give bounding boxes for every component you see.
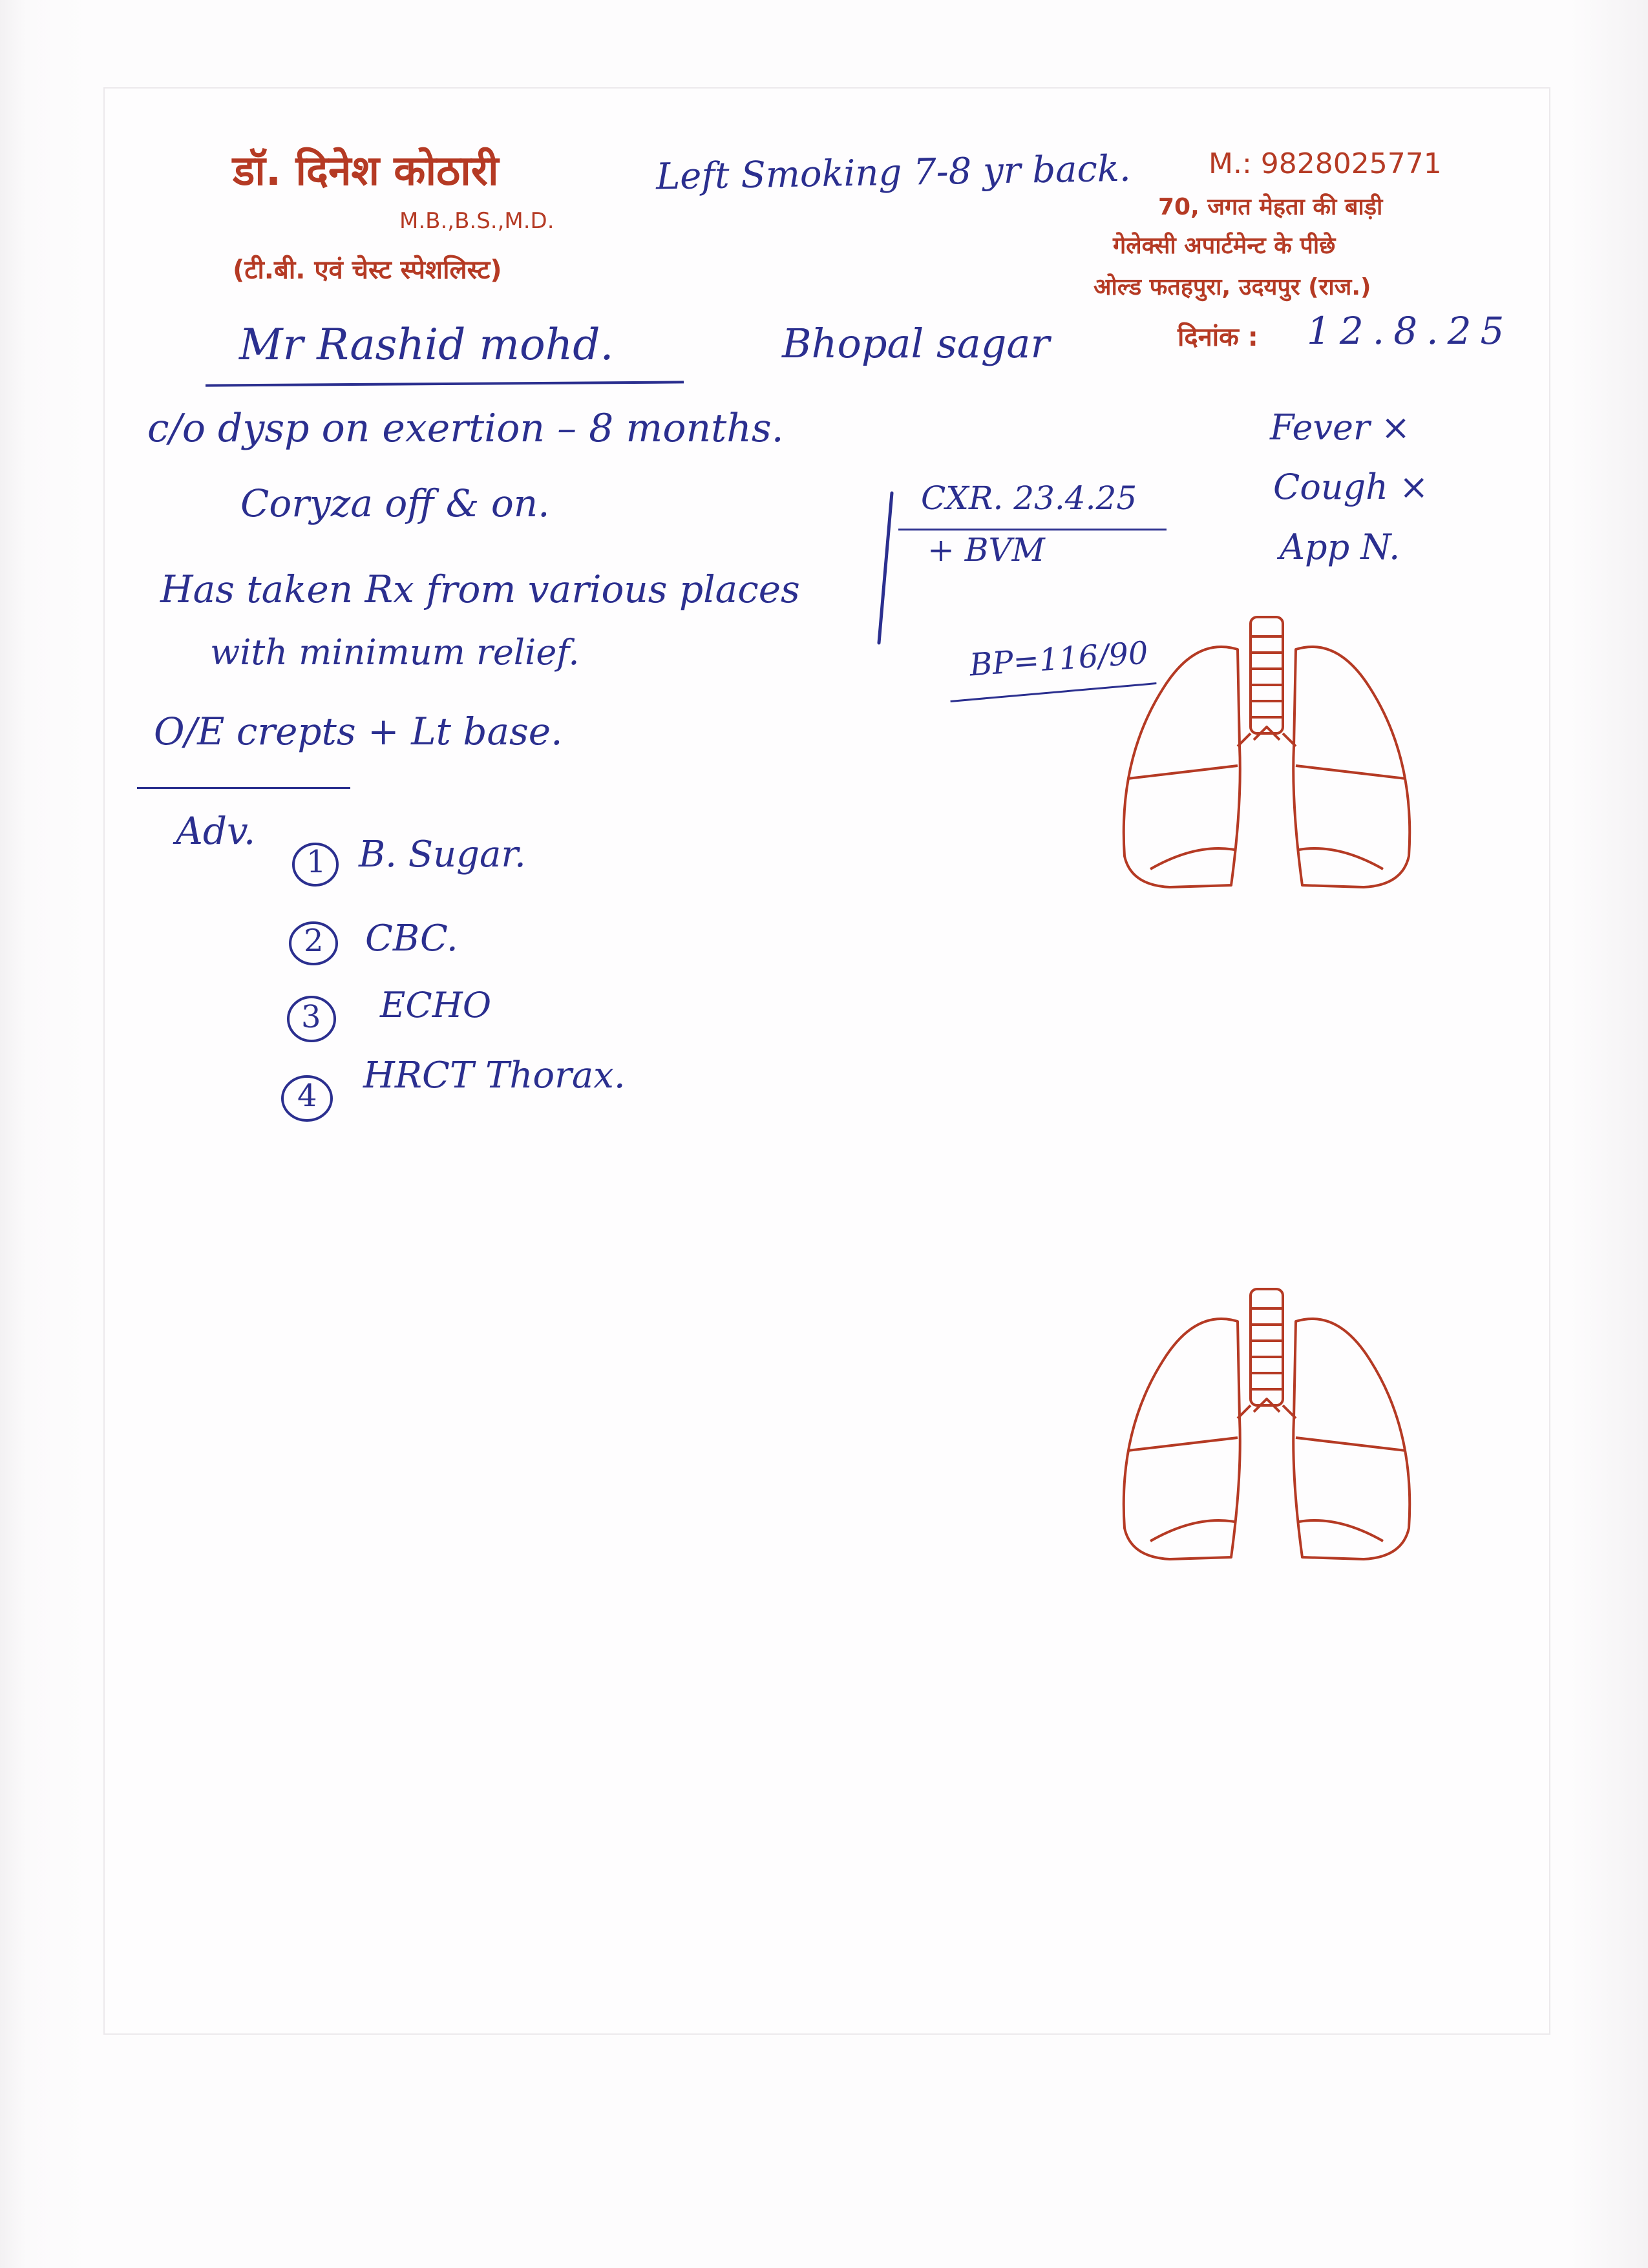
advice-item-1: B. Sugar. — [359, 834, 526, 876]
negative-finding-1: Fever × — [1270, 407, 1411, 448]
patient-name: Mr Rashid mohd. — [239, 320, 614, 370]
investigation-divider — [898, 529, 1167, 530]
negative-finding-3: App N. — [1280, 527, 1400, 567]
blood-pressure: BP=116/90 — [968, 635, 1150, 684]
advice-label: Adv. — [176, 809, 256, 853]
mobile-number: M.: 9828025771 — [1209, 147, 1442, 180]
patient-place: Bhopal sagar — [782, 320, 1050, 367]
address-line-2: गेलेक्सी अपार्टमेन्ट के पीछे — [1113, 233, 1336, 259]
date-label: दिनांक : — [1178, 322, 1258, 352]
lungs-diagram-icon — [1092, 611, 1441, 898]
negative-finding-2: Cough × — [1273, 467, 1429, 507]
history-line-2: with minimum relief. — [210, 632, 580, 673]
doctor-specialty: (टी.बी. एवं चेस्ट स्पेशलिस्ट) — [233, 255, 502, 285]
examination-finding: O/E crepts + Lt base. — [154, 709, 563, 753]
history-line-1: Has taken Rx from various places — [160, 567, 800, 611]
investigation-bracket — [866, 488, 905, 649]
investigation-bvm: + BVM — [927, 531, 1045, 569]
advice-number-3: 3 — [301, 999, 321, 1035]
address-line-1: 70, जगत मेहता की बाड़ी — [1158, 194, 1383, 220]
advice-item-2: CBC. — [365, 918, 458, 960]
investigation-cxr: CXR. 23.4.25 — [921, 479, 1137, 517]
advice-number-4: 4 — [297, 1078, 317, 1114]
date-value: 12.8.25 — [1307, 309, 1514, 353]
complaint-line-2: Coryza off & on. — [240, 481, 550, 525]
advice-number-2: 2 — [304, 923, 324, 959]
advice-number-1: 1 — [306, 844, 326, 880]
examination-underline — [137, 787, 350, 789]
address-line-3: ओल्ड फतहपुरा, उदयपुर (राज.) — [1093, 274, 1371, 300]
lungs-diagram-icon — [1092, 1283, 1441, 1570]
complaint-line-1: c/o dysp on exertion – 8 months. — [147, 406, 784, 451]
smoking-history-note: Left Smoking 7-8 yr back. — [655, 147, 1132, 198]
doctor-name: डॉ. दिनेश कोठारी — [233, 147, 499, 195]
advice-item-3: ECHO — [380, 985, 492, 1025]
prescription-sheet — [103, 87, 1550, 2035]
doctor-degrees: M.B.,B.S.,M.D. — [399, 208, 555, 234]
advice-item-4: HRCT Thorax. — [363, 1055, 626, 1097]
